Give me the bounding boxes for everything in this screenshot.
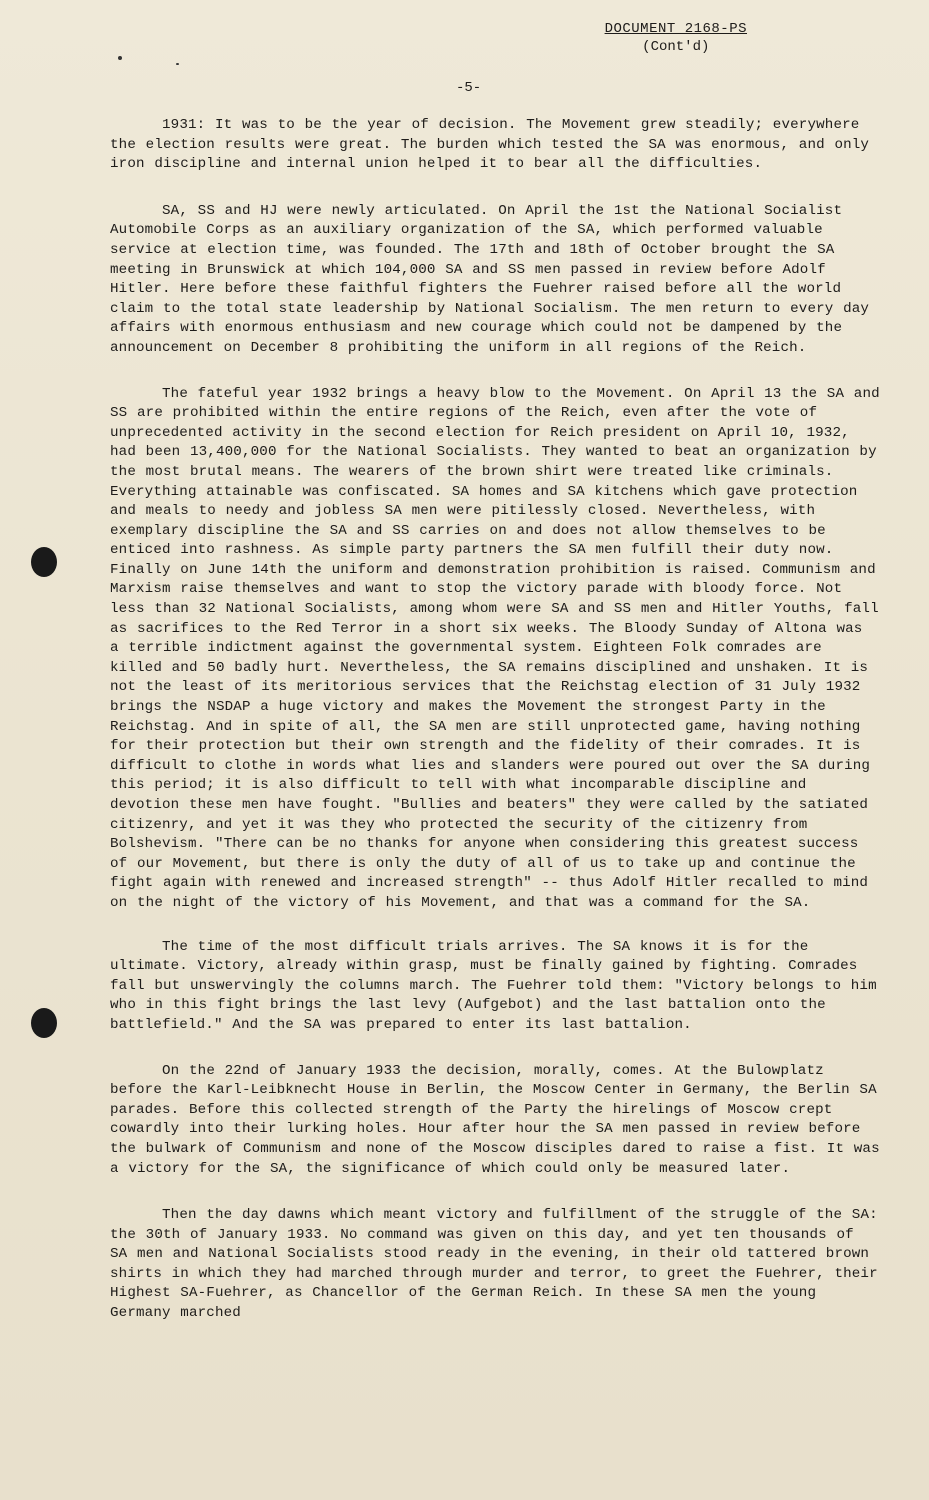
ink-speck bbox=[118, 56, 122, 60]
ink-speck bbox=[176, 63, 179, 65]
continued-label: (Cont'd) bbox=[642, 39, 710, 55]
punch-hole-top bbox=[31, 547, 57, 577]
paragraph-1932: The fateful year 1932 brings a heavy blow to the Movement. On April 13 the SA and SS are prohibited within the entire regions of the Reich, even after the vote of unprecedented activity in the second election for Reich president on April 10, 1932, had been 13,400,000 for the National Socialists. They wanted to beat an organization by the most brutal means. The wearers of the brown shirt were treated like criminals. Everything attainable was confiscated. SA homes and SA kitchens which gave protection and meals to needy and jobless SA men were pitilessly closed. Nevertheless, with exemplary discipline the SA and SS carries on and does not allow themselves to be enticed into rashness. As simple party partners the SA men fulfill their duty now. Finally on June 14th the uniform and demonstration prohibition is raised. Communism and Marxism raise themselves and want to stop the victory parade with bloody force. Not less than 32 National Socialists, among whom were SA and SS men and Hitler Youths, fall as sacrifices to the Red Terror in a short six weeks. The Bloody Sunday of Altona was a terrible indictment against the governmental system. Eighteen Folk comrades are killed and 50 badly hurt. Nevertheless, the SA remains disciplined and unshaken. It is not the least of its meritorious services that the Reichstag election of 31 July 1932 brings the NSDAP a huge victory and makes the Movement the strongest Party in the Reichstag. And in spite of all, the SA men are still unprotected game, having nothing for their protection but their own strength and the fidelity of their comrades. It is difficult to clothe in words what lies and slanders were poured out over the SA during this period; it is also difficult to tell with what incomparable discipline and devotion these men have fought. "Bullies and beaters" they were called by the satiated citizenry, and yet it was they who protected the security of the citizenry from Bolshevism. "There can be no thanks for anyone when considering this greatest success of our Movement, but there is only the duty of all of us to take up and continue the fight again with renewed and increased strength" -- thus Adolf Hitler recalled to mind on the night of the victory of his Movement, and that was a command for the SA. bbox=[110, 385, 880, 911]
paragraph-january-30: Then the day dawns which meant victory and fulfillment of the struggle of the SA: the 30th of January 1933. No command was given on this day, and yet ten thousands of SA men and National Socialists stood ready in the evening, in their old tattered brown shirts in which they had marched through murder and terror, to greet the Fuehrer, their Highest SA-Fuehrer, as Chancellor of the German Reich. In these SA men the young Germany marched bbox=[110, 1207, 878, 1322]
paragraph-january-22: On the 22nd of January 1933 the decision, morally, comes. At the Bulowplatz before the Karl-Leibknecht House in Berlin, the Moscow Center in Germany, the Berlin SA parades. Before this collected strength of the Party the hirelings of Moscow crept cowardly into their lurking holes. Hour after hour the SA men passed in review before the bulwark of Communism and none of the Moscow disciples dared to raise a fist. It was a victory for the SA, the significance of which could only be measured later. bbox=[110, 1062, 880, 1177]
paragraph-difficult-trials: The time of the most difficult trials arrives. The SA knows it is for the ultimate. Victory, already within grasp, must be finally gained by fighting. Comrades fall but unswervingly the columns march. The Fuehrer told them: "Victory belongs to him who in this fight brings the last levy (Aufgebot) and the last battalion onto the battlefield." And the SA was prepared to enter its last battalion. bbox=[110, 938, 877, 1033]
paragraph-sa-ss-hj: SA, SS and HJ were newly articulated. On April the 1st the National Socialist Automobile Corps as an auxiliary organization of the SA, which performed valuable service at election time, was founded. The 17th and 18th of October brought the SA meeting in Brunswick at which 104,000 SA and SS men passed in review before Adolf Hitler. Here before these faithful fighters the Fuehrer raised before all the world claim to the total state leadership by National Socialism. The men return to every day affairs with enormous enthusiasm and new courage which could not be dampened by the announcement on December 8 prohibiting the uniform in all regions of the Reich. bbox=[110, 202, 870, 356]
document-body bbox=[110, 116, 880, 1346]
punch-hole-bottom bbox=[31, 1008, 57, 1038]
document-header bbox=[605, 20, 747, 56]
paragraph-1931: 1931: It was to be the year of decision. The Movement grew steadily; everywhere the election results were great. The burden which tested the SA was enormous, and only iron discipline and internal union helped it to bear all the difficulties. bbox=[110, 117, 870, 173]
page-number: -5- bbox=[456, 80, 482, 96]
document-number: DOCUMENT 2168-PS bbox=[604, 21, 747, 37]
